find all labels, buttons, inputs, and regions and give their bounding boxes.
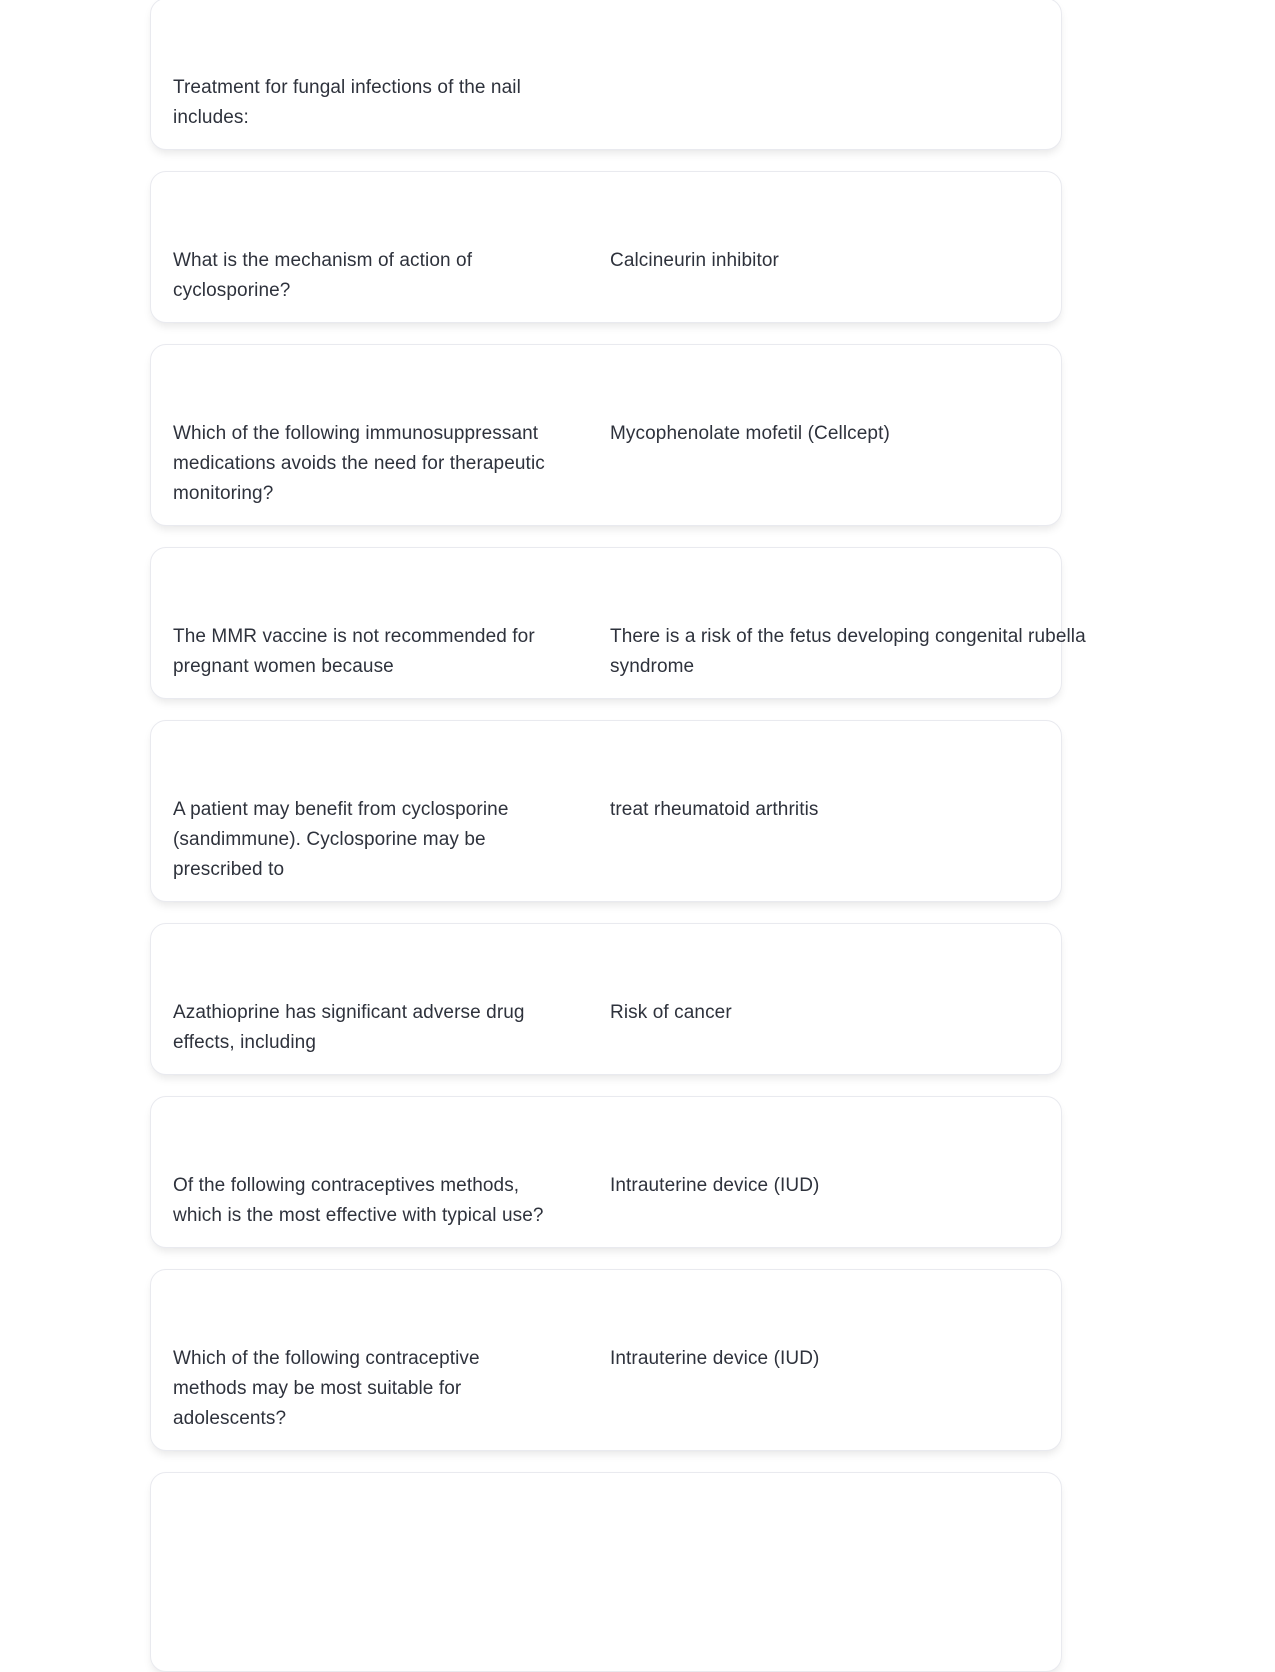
term-question: The MMR vaccine is not recommended for pregnant women because bbox=[173, 626, 535, 677]
term-answer: treat rheumatoid arthritis bbox=[610, 799, 819, 820]
term-card[interactable] bbox=[150, 1472, 1062, 1672]
term-card[interactable] bbox=[150, 720, 1062, 902]
term-card[interactable] bbox=[150, 1096, 1062, 1248]
term-answer: There is a risk of the fetus developing congenital rubella syndrome bbox=[610, 626, 1086, 677]
term-question: Of the following contraceptives methods, which is the most effective with typical use? bbox=[173, 1175, 544, 1226]
term-list bbox=[150, 0, 1086, 1672]
term-question: What is the mechanism of action of cyclosporine? bbox=[173, 250, 473, 301]
term-card[interactable] bbox=[150, 171, 1062, 323]
term-answer: Risk of cancer bbox=[610, 1002, 732, 1023]
term-answer: Intrauterine device (IUD) bbox=[610, 1348, 820, 1369]
term-question: Which of the following contraceptive methods may be most suitable for adolescents? bbox=[173, 1348, 480, 1429]
term-question: Which of the following immunosuppressant medications avoids the need for therapeutic monitoring? bbox=[173, 423, 545, 504]
term-card[interactable] bbox=[150, 547, 1086, 699]
term-card[interactable] bbox=[150, 1269, 1062, 1451]
term-card[interactable] bbox=[150, 923, 1062, 1075]
term-card[interactable] bbox=[150, 0, 1062, 150]
term-answer: Mycophenolate mofetil (Cellcept) bbox=[610, 423, 890, 444]
term-question: A patient may benefit from cyclosporine (sandimmune). Cyclosporine may be prescribed to bbox=[173, 799, 509, 880]
term-answer: Calcineurin inhibitor bbox=[610, 250, 779, 271]
term-card[interactable] bbox=[150, 344, 1062, 526]
term-answer: Intrauterine device (IUD) bbox=[610, 1175, 820, 1196]
term-question: Treatment for fungal infections of the nail includes: bbox=[173, 77, 521, 128]
term-question: Azathioprine has significant adverse drug effects, including bbox=[173, 1002, 525, 1053]
